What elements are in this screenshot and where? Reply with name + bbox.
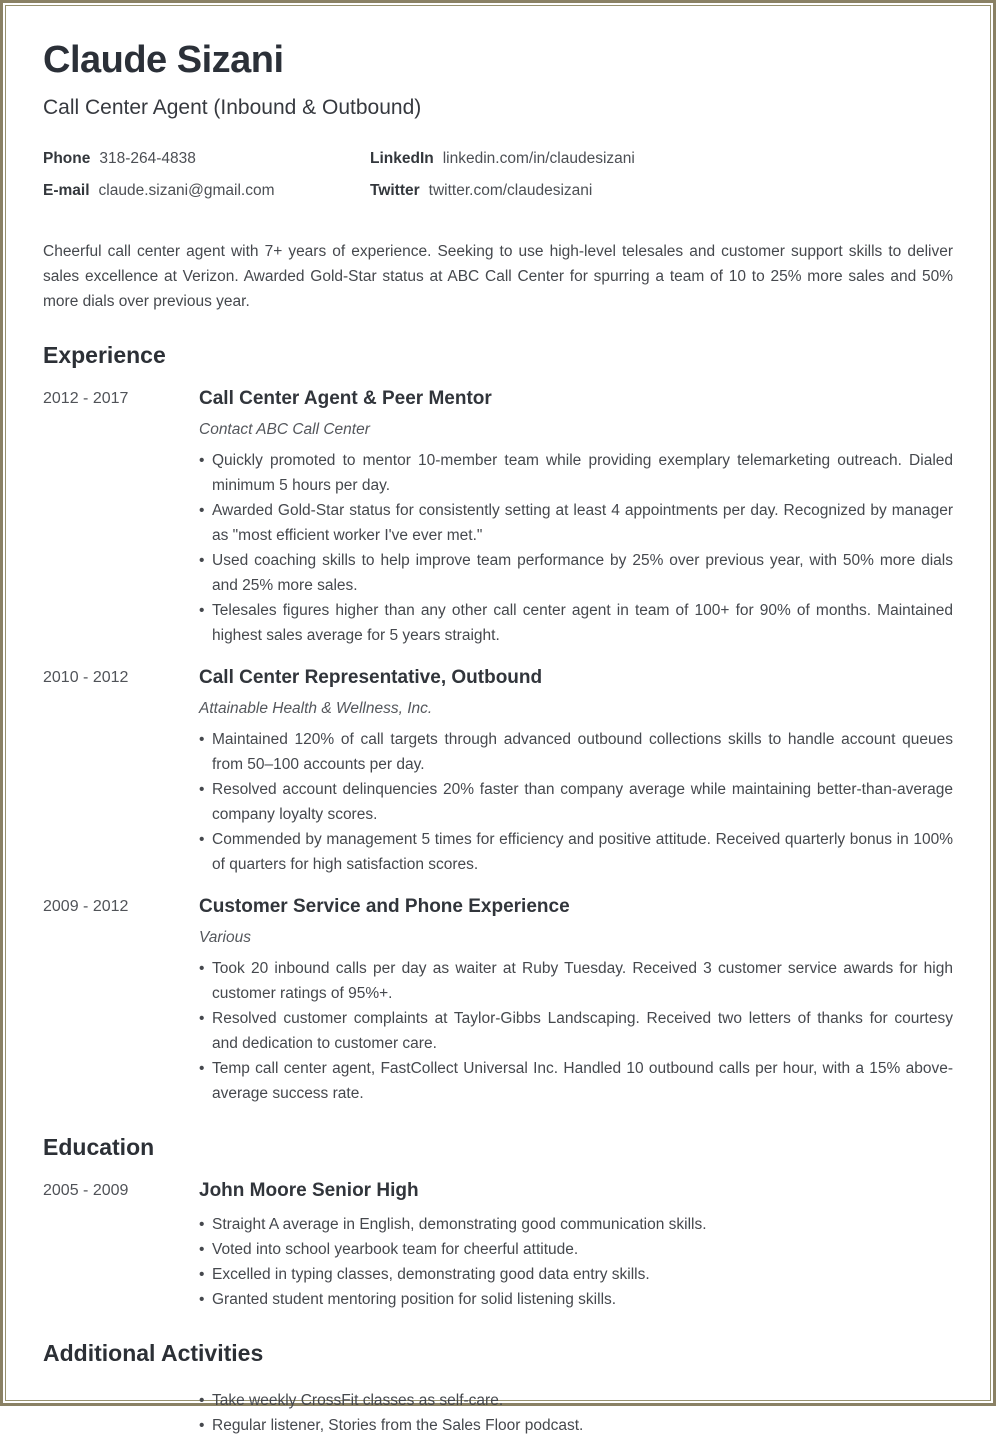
entry-dates: 2009 - 2012 (43, 897, 129, 915)
contact-section (43, 150, 953, 200)
entry-main (199, 1180, 953, 1312)
contact-phone (43, 150, 370, 168)
bullet-item: • Quickly promoted to mentor 10-member team while providing exemplary telemarketing outreach. Dialed minimum 5 hours per day. (212, 448, 953, 498)
entry-title: Call Center Representative, Outbound (199, 666, 543, 688)
additional-activities-entry (43, 1386, 953, 1438)
contact-linkedin-value: linkedin.com/in/claudesizani (442, 149, 635, 167)
job-title: Call Center Agent (Inbound & Outbound) (43, 95, 422, 119)
entry-company: Contact ABC Call Center (199, 420, 370, 438)
bullet-item: • Take weekly CrossFit classes as self-care. (212, 1388, 953, 1413)
bullet-item: • Resolved customer complaints at Taylor-Gibbs Landscaping. Received two letters of thanks for courtesy and dedication to customer care. (212, 1006, 953, 1056)
education-heading: Education (43, 1133, 155, 1160)
contact-phone-label: Phone (43, 149, 91, 167)
bullet-item: • Temp call center agent, FastCollect Universal Inc. Handled 10 outbound calls per hour, with a 15% above-average success rate. (212, 1056, 953, 1106)
entry-main (199, 388, 953, 648)
experience-entry (43, 388, 953, 648)
contact-email-label: E-mail (43, 181, 90, 199)
entry-bullet-list (199, 727, 953, 877)
contact-twitter (370, 182, 953, 200)
contact-email-value: claude.sizani@gmail.com (98, 181, 275, 199)
contact-linkedin (370, 150, 953, 168)
entry-main (199, 1386, 953, 1438)
contact-twitter-label: Twitter (370, 181, 420, 199)
bullet-item: • Voted into school yearbook team for cheerful attitude. (212, 1237, 953, 1262)
contact-linkedin-label: LinkedIn (370, 149, 434, 167)
entry-company: Attainable Health & Wellness, Inc. (199, 699, 433, 717)
entry-main (199, 667, 953, 877)
entry-bullet-list (199, 448, 953, 648)
person-name: Claude Sizani (43, 39, 284, 81)
additional-activities-heading: Additional Activities (43, 1339, 264, 1366)
experience-heading: Experience (43, 341, 166, 368)
entry-title: John Moore Senior High (199, 1179, 419, 1201)
bullet-item: • Excelled in typing classes, demonstrating good data entry skills. (212, 1262, 953, 1287)
bullet-item: • Resolved account delinquencies 20% faster than company average while maintaining better-than-average company loyalty scores. (212, 777, 953, 827)
entry-dates: 2010 - 2012 (43, 668, 129, 686)
bullet-item: • Awarded Gold-Star status for consistently setting at least 4 appointments per day. Recognized by manager as "most efficient worker I've ever met." (212, 498, 953, 548)
summary-text: Cheerful call center agent with 7+ years of experience. Seeking to use high-level telesales and customer support skills to deliver sales excellence at Verizon. Awarded Gold-Star status at ABC Call Center for spurring a team of 10 to 25% more sales and 50% more dials over previous year. (43, 242, 953, 310)
entry-bullet-list (199, 956, 953, 1106)
education-entry (43, 1180, 953, 1312)
bullet-item: • Telesales figures higher than any other call center agent in team of 100+ for 90% of months. Maintained highest sales average for 5 years straight. (212, 598, 953, 648)
entry-title: Call Center Agent & Peer Mentor (199, 387, 492, 409)
entry-dates: 2012 - 2017 (43, 389, 129, 407)
bullet-item: • Granted student mentoring position for solid listening skills. (212, 1287, 953, 1312)
entry-bullet-list (199, 1212, 953, 1312)
bullet-item: • Maintained 120% of call targets through advanced outbound collections skills to handle account queues from 50–100 accounts per day. (212, 727, 953, 777)
bullet-item: • Used coaching skills to help improve team performance by 25% over previous year, with 50% more dials and 25% more sales. (212, 548, 953, 598)
experience-entry (43, 667, 953, 877)
entry-company: Various (199, 928, 251, 946)
entry-dates: 2005 - 2009 (43, 1181, 129, 1199)
contact-twitter-value: twitter.com/claudesizani (428, 181, 593, 199)
contact-email (43, 182, 370, 200)
contact-phone-value: 318-264-4838 (99, 149, 196, 167)
entry-bullet-list (199, 1388, 953, 1438)
bullet-item: • Took 20 inbound calls per day as waiter at Ruby Tuesday. Received 3 customer service awards for high customer ratings of 95%+. (212, 956, 953, 1006)
entry-title: Customer Service and Phone Experience (199, 895, 570, 917)
bullet-item: • Straight A average in English, demonstrating good communication skills. (212, 1212, 953, 1237)
entry-main (199, 896, 953, 1106)
resume-frame (5, 5, 991, 1434)
bullet-item: • Regular listener, Stories from the Sales Floor podcast. (212, 1413, 953, 1438)
experience-entry (43, 896, 953, 1106)
bullet-item: • Commended by management 5 times for efficiency and positive attitude. Received quarterly bonus in 100% of quarters for high satisfaction scores. (212, 827, 953, 877)
entry-dates-empty (43, 1386, 199, 1438)
